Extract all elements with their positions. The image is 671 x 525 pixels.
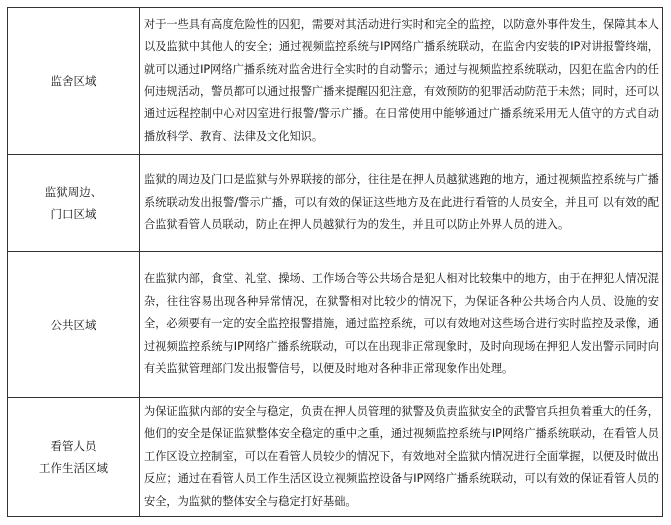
zone-description-cell: 对于一些具有高度危险性的囚犯，需要对其活动进行实时和完全的监控，以防意外事件发生，保障其本人以及监狱中其他人的安全；通过视频监控系统与IP网络广播系统联动，在监舍内安装的IP对讲报警终端，就可以通过IP网络广播系统对监舍进行全实时的自动警示；通过与视频监控系统联动，囚犯在监舍内的任何违规活动，警员都可以通过报警广播来提醒囚犯注意，有效预防的犯罪活动防范于未然；同时，还可以通过远程控制中心对囚室进行报警/警示广播。在日常使用中能够通过广播系统采用无人值守的方式自动播放科学、教育、法律及文化知识。 [140, 8, 663, 155]
zone-description-table [7, 7, 663, 517]
table-row [8, 8, 663, 155]
zone-name-line: 看管人员 [50, 439, 97, 453]
zone-name-cell [8, 398, 140, 517]
zone-name-line: 工作生活区域 [39, 461, 108, 475]
table-row [8, 398, 663, 517]
zone-description-cell: 在监狱内部，食堂、礼堂、操场、工作场合等公共场合是犯人相对比较集中的地方，由于在押犯人情况混杂，往往容易出现各种异常情况，在狱警相对比较少的情况下，为保证各种公共场合内人员、设施的安全，必须要有一定的安全监控报警措施，通过监控系统，可以有效地对这些场合进行实时监控及录像，通过视频监控系统与IP网络广播系统联动，可以在出现非正常现象时，及时向现场在押犯人发出警示同时向有关监狱管理部门发出报警信号，以便及时地对各种非正常现象作出处理。 [140, 252, 663, 398]
zone-name-line: 公共区域 [50, 317, 97, 332]
table-row [8, 155, 663, 252]
zone-name-line: 门口区域 [50, 207, 97, 221]
zone-name-cell [8, 8, 140, 155]
zone-name-cell [8, 155, 140, 252]
zone-name-cell [8, 252, 140, 398]
zone-description-cell: 为保证监狱内部的安全与稳定，负责在押人员管理的狱警及负责监狱安全的武警官兵担负着重大的任务，他们的安全是保证监狱整体安全稳定的重中之重，通过视频监控系统与IP网络广播系统联动，在看管人员工作区设立控制室，可以在看管人员较少的情况下，有效地对全监狱内情况进行全面掌握，以便及时做出反应；通过在看管人员工作生活区设立视频监控设备与IP网络广播系统联动，可以有效的保证看管人员的安全，为监狱的整体安全与稳定打好基础。 [140, 398, 663, 517]
table-row [8, 252, 663, 398]
zone-name-line: 监舍区域 [50, 74, 97, 88]
zone-name-line: 监狱周边、 [44, 185, 103, 199]
zone-description-cell: 监狱的周边及门口是监狱与外界联接的部分，往往是在押人员越狱逃跑的地方，通过视频监控系统与广播系统联动发出报警/警示广播，可以有效的保证这些地方及在此进行看管的人员安全，并且可 以有效的配合监狱看管人员联动，防止在押人员越狱行为的发生，并且可以防止外界人员的进入。 [140, 155, 663, 252]
